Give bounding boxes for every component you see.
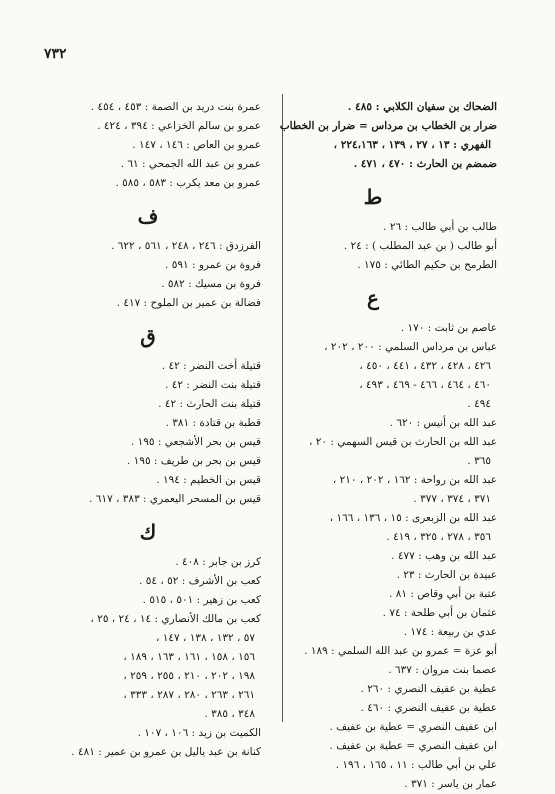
index-entry: عبد الله بن وهب : ٤٧٧ . (391, 550, 497, 562)
index-entry: الضحاك بن سفيان الكلابي : ٤٨٥ . (347, 101, 497, 113)
index-block-dad (249, 98, 497, 174)
index-entry: عبد الله بن الحارث بن قيس السهمي : ٢٠ ، (308, 436, 497, 448)
index-block-ta (249, 218, 497, 275)
index-entry: ٣٦٥ . (467, 455, 491, 467)
index-entry: عباس بن مرداس السلمي : ٢٠٠ ، ٢٠٢ ، (324, 341, 497, 353)
index-entry: عمرة بنت دريد بن الصمة : ٤٥٣ ، ٤٥٤ . (90, 101, 261, 113)
page-number: ٧٣٢ (44, 46, 67, 62)
index-entry: ٤٦٠ ، ٤٦٤ ، ٤٦٦ - ٤٦٩ ، ٤٩٣ ، (359, 379, 491, 391)
index-entry: أبو عزة = عمرو بن عبد الله السلمي : ١٨٩ . (304, 645, 497, 657)
letter-heading-ain: ع (367, 286, 379, 310)
index-entry: كعب بن زهير : ٥٠١ ، ٥١٥ . (142, 594, 261, 606)
index-entry: عمرو بن عبد الله الجمحي : ٦١ . (120, 158, 261, 170)
index-entry: فروة بن مسيك : ٥٨٢ . (161, 278, 261, 290)
index-entry: كعب بن الأشرف : ٥٢ ، ٥٤ . (139, 575, 261, 587)
index-block-amr (35, 98, 261, 193)
index-entry: الطرمح بن حكيم الطائي : ١٧٥ . (357, 259, 497, 271)
index-entry: عثمان بن أبي طلحة : ٧٤ . (382, 607, 497, 619)
index-entry: الفرزدق : ٢٤٦ ، ٢٤٨ ، ٥٦١ ، ٦٢٢ . (111, 240, 261, 252)
index-entry: قطبة بن قتادة : ٣٨١ . (165, 417, 261, 429)
index-entry: عدي بن ربيعة : ١٧٤ . (403, 626, 497, 638)
index-entry: علي بن أبي طالب : ١١ ، ١٦٥ ، ١٩٦ . (335, 759, 497, 771)
index-entry: قتيلة بنت النضر : ٤٢ . (165, 379, 261, 391)
index-entry: طالب بن أبي طالب : ٢٦ . (383, 221, 497, 233)
index-entry: عمار بن ياسر : ٣٧١ . (404, 778, 497, 790)
index-entry: كنانة بن عبد ياليل بن عمرو بن عمير : ٤٨١ . (71, 746, 261, 758)
index-entry: ٣٤٨ ، ٣٨٥ . (204, 708, 255, 720)
letter-heading-qaf: ق (140, 324, 156, 348)
index-entry: أبو طالب ( بن عبد المطلب ) : ٢٤ . (343, 240, 497, 252)
index-entry: كعب بن مالك الأنصاري : ١٤ ، ٢٤ ، ٢٥ ، (90, 613, 261, 625)
index-entry: ١٩٨ ، ٢٠٢ ، ٢١٠ ، ٢٥٥ ، ٢٥٩ ، (123, 670, 255, 682)
index-entry: قتيلة بنت الحارث : ٤٢ . (158, 398, 261, 410)
index-entry: ضرار بن الخطاب بن مرداس = ضرار بن الخطاب (279, 120, 497, 132)
index-entry: عطية بن عفيف النصري : ٤٦٠ . (360, 702, 497, 714)
index-entry: ١٥٦ ، ١٥٨ ، ١٦١ ، ١٦٣ ، ١٨٩ ، (123, 651, 255, 663)
index-entry: عبيدة بن الحارث : ٢٣ . (396, 569, 497, 581)
index-entry: قيس بن المسحر اليعمري : ٣٨٣ ، ٦١٧ . (89, 493, 261, 505)
index-entry: ضمضم بن الحارث : ٤٧٠ ، ٤٧١ . (353, 158, 497, 170)
right-column (249, 98, 497, 794)
index-entry: ٣٧١ ، ٣٧٤ ، ٣٧٧ . (413, 493, 491, 505)
index-entry: ٤٢٦ ، ٤٢٨ ، ٤٣٢ ، ٤٤١ ، ٤٥٠ ، (359, 360, 491, 372)
index-entry: عبد الله بن رواحة : ١٦٢ ، ٢٠٢ ، ٢١٠ ، (332, 474, 497, 486)
index-entry: قيس بن بحر بن طريف : ١٩٥ . (126, 455, 261, 467)
index-entry: عمرو بن سالم الخزاعي : ٣٩٤ ، ٤٢٤ . (97, 120, 261, 132)
index-entry: قتيلة أخت النضر : ٤٢ . (161, 360, 261, 372)
index-entry: فروة بن عمرو : ٥٩١ . (165, 259, 261, 271)
index-entry: عمرو بن العاص : ١٤٦ ، ١٤٧ . (132, 139, 261, 151)
index-block-qaf (35, 357, 261, 509)
index-entry: فضالة بن عمير بن الملوح : ٤١٧ . (116, 297, 261, 309)
letter-heading-ta: ط (363, 185, 383, 209)
index-entry: ٤٩٤ . (467, 398, 491, 410)
index-entry: قيس بن الخطيم : ١٩٤ . (156, 474, 261, 486)
index-entry: ٥٧ ، ١٣٢ ، ١٣٨ ، ١٤٧ ، (155, 632, 255, 644)
index-entry: عتبة بن أبي وقاص : ٨١ . (389, 588, 497, 600)
index-entry: عاصم بن ثابت : ١٧٠ . (400, 322, 497, 334)
index-entry: ٢٦١ ، ٢٦٣ ، ٢٨٠ ، ٢٨٧ ، ٣٣٣ ، (123, 689, 255, 701)
index-block-ain (249, 319, 497, 794)
index-entry: ٣٥٦ ، ٢٧٨ ، ٣٢٥ ، ٤١٩ . (386, 531, 491, 543)
index-block-fa (35, 237, 261, 313)
index-entry: عمرو بن معد يكرب : ٥٨٣ ، ٥٨٥ . (115, 177, 261, 189)
index-entry: الكميت بن زيد : ١٠٦ ، ١٠٧ . (137, 727, 261, 739)
index-entry: عصما بنت مروان : ٦٣٧ . (388, 664, 497, 676)
index-entry: عطية بن عفيف النصري : ٢٦٠ . (360, 683, 497, 695)
index-entry: ابن عفيف النصري = عطية بن عفيف . (329, 721, 497, 733)
left-column (35, 98, 261, 762)
letter-heading-fa: ف (137, 204, 159, 228)
index-entry: ابن عفيف النصري = عطية بن عفيف . (329, 740, 497, 752)
index-entry: كرز بن جابر : ٤٠٨ . (175, 556, 261, 568)
letter-heading-kaf: ك (139, 520, 157, 544)
index-entry: عبد الله بن الزبعرى : ١٥ ، ١٣٦ ، ١٦٦ ، (329, 512, 497, 524)
index-entry: عبد الله بن أنيس : ٦٢٠ . (389, 417, 497, 429)
index-block-kaf (35, 553, 261, 762)
index-entry: الفهري : ١٣ ، ٢٧ ، ١٣٩ ، ٢٢٤،١٦٣ ، (333, 139, 491, 151)
index-entry: قيس بن بحر الأشجعي : ١٩٥ . (130, 436, 261, 448)
